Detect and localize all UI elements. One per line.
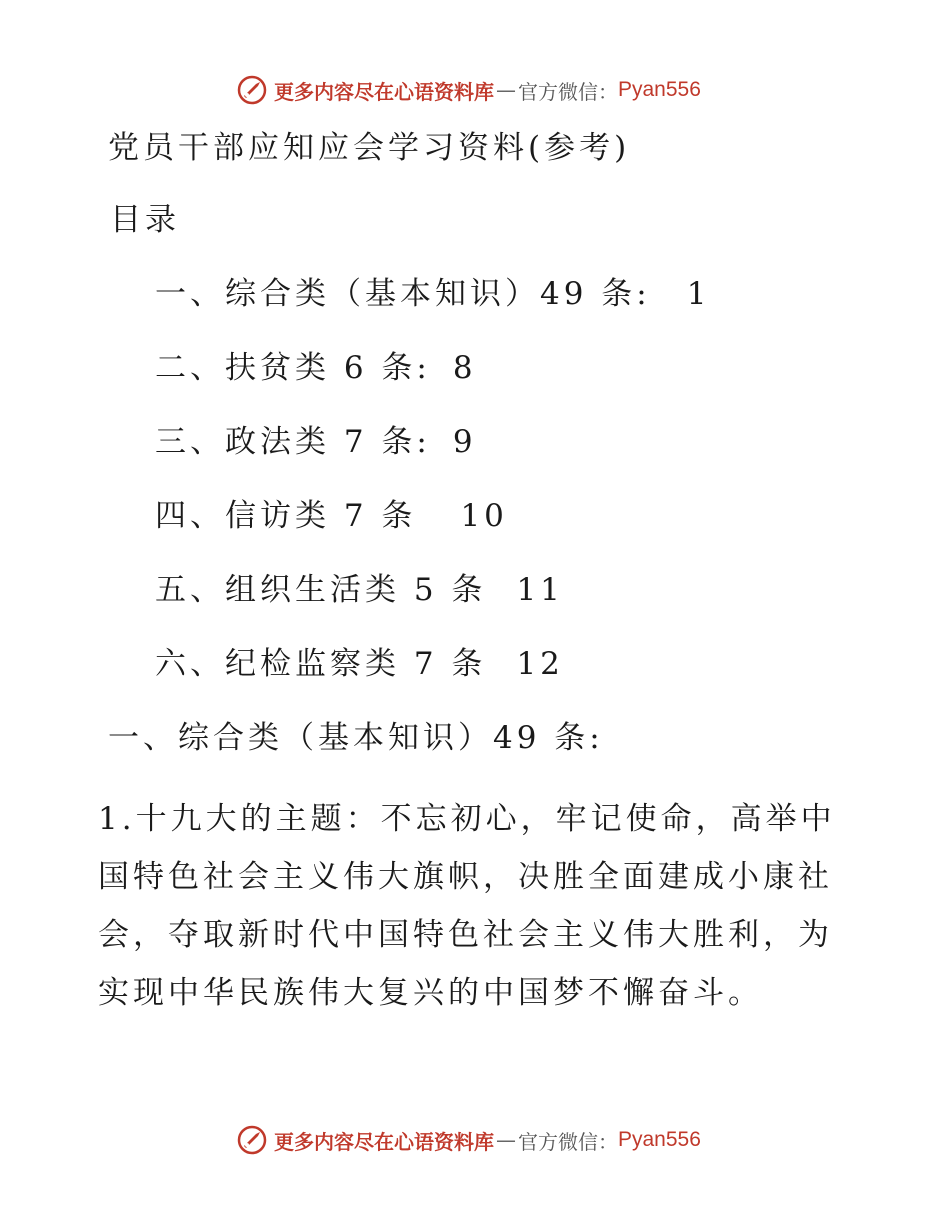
- toc-item[interactable]: [155, 496, 508, 536]
- body-paragraph: 1.十九大的主题：不忘初心，牢记使命，高举中国特色社会主义伟大旗帜，决胜全面建成小康社会，夺取新时代中国特色社会主义伟大胜利，为实现中华民族伟大复兴的中国梦不懈奋斗。: [98, 801, 836, 1011]
- toc-item[interactable]: [155, 422, 477, 462]
- toc-item-page: 8: [452, 350, 477, 386]
- toc-item-page: 11: [516, 572, 564, 608]
- watermark-dash: —: [496, 1128, 516, 1152]
- header-watermark: [236, 72, 701, 108]
- footer-watermark: [236, 1122, 701, 1158]
- watermark-wechat-id: Pyan556: [618, 1128, 701, 1151]
- toc-item-label: 二、扶贫类 6 条:: [155, 350, 431, 386]
- document-title: 党员干部应知应会学习资料(参考): [108, 130, 631, 166]
- toc-item-page: 10: [460, 498, 508, 534]
- watermark-text: 更多内容尽在心语资料库: [274, 79, 494, 104]
- quill-seal-icon: [236, 74, 268, 106]
- toc-item-label: 四、信访类 7 条: [155, 498, 417, 534]
- watermark-wechat-label: 官方微信：: [518, 1129, 618, 1154]
- watermark-dash: —: [496, 78, 516, 102]
- toc-item-page: 9: [452, 424, 477, 460]
- watermark-wechat-id: Pyan556: [618, 78, 701, 101]
- toc-item-label: 六、纪检监察类 7 条: [155, 646, 487, 682]
- toc-heading: 目录: [110, 202, 180, 238]
- toc-item-label: 五、组织生活类 5 条: [155, 572, 487, 608]
- toc-item[interactable]: [155, 274, 710, 314]
- toc-item[interactable]: [155, 644, 564, 684]
- toc-item-label: 一、综合类（基本知识）49 条:: [155, 276, 651, 312]
- toc-item[interactable]: [155, 348, 477, 388]
- watermark-text: 更多内容尽在心语资料库: [274, 1129, 494, 1154]
- watermark-wechat-label: 官方微信：: [518, 79, 618, 104]
- quill-seal-icon: [236, 1124, 268, 1156]
- toc-item[interactable]: [155, 570, 564, 610]
- section-heading: 一、综合类（基本知识）49 条:: [108, 720, 604, 756]
- toc-item-label: 三、政法类 7 条:: [155, 424, 431, 460]
- toc-item-page: 12: [516, 646, 564, 682]
- toc-item-page: 1: [686, 276, 711, 312]
